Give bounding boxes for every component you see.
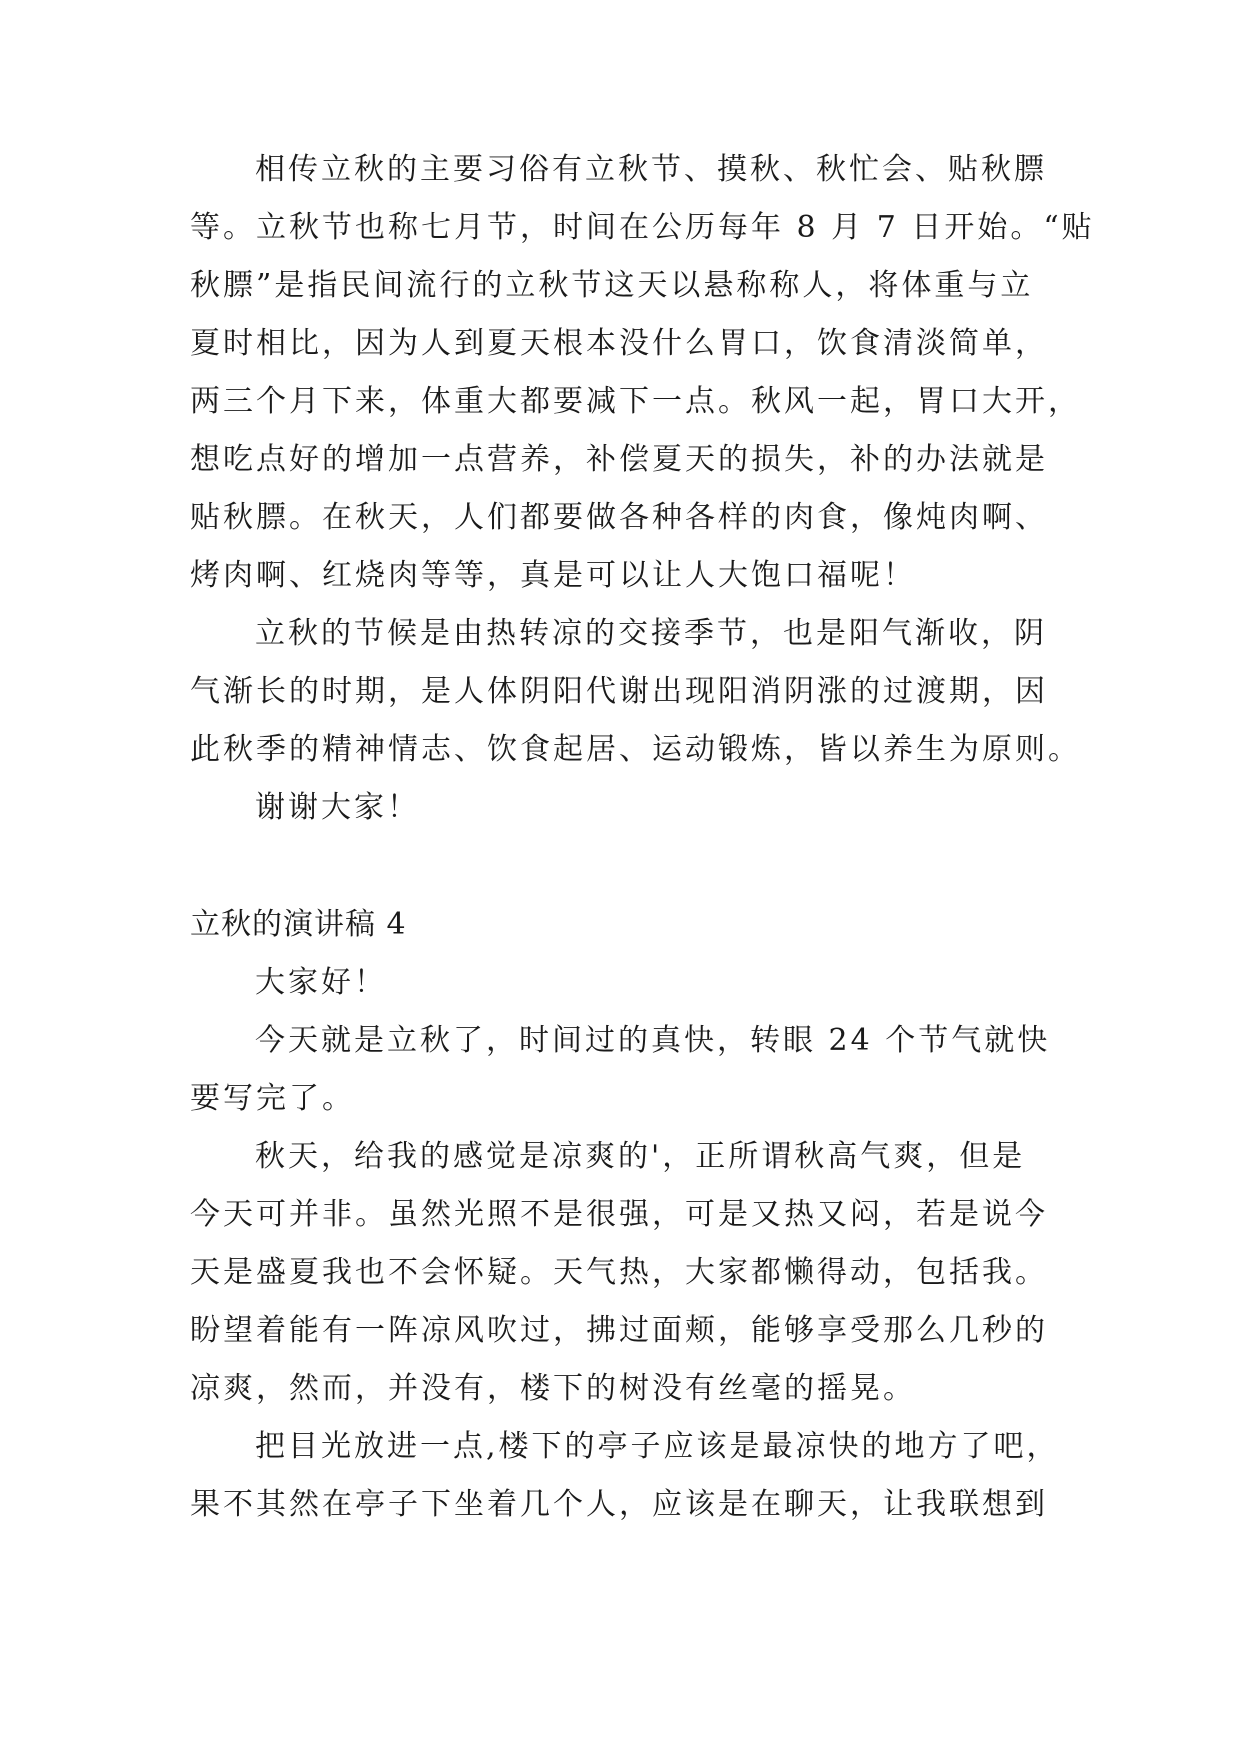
paragraph-line: 秋天，给我的感觉是凉爽的'，正所谓秋高气爽，但是: [255, 1139, 1026, 1174]
paragraph-line: 凉爽，然而，并没有，楼下的树没有丝毫的摇晃。: [190, 1371, 916, 1406]
paragraph-line: 贴秋膘。在秋天，人们都要做各种各样的肉食，像炖肉啊、: [190, 500, 1048, 535]
paragraph-line: 立秋的节候是由热转凉的交接季节，也是阳气渐收，阴: [255, 616, 1047, 651]
paragraph-line: 等。立秋节也称七月节，时间在公历每年 8 月 7 日开始。“贴: [190, 210, 1095, 245]
paragraph-line: 两三个月下来，体重大都要减下一点。秋风一起，胃口大开，: [190, 384, 1081, 419]
closing-line: 谢谢大家！: [255, 790, 420, 825]
paragraph-line: 相传立秋的主要习俗有立秋节、摸秋、秋忙会、贴秋膘: [255, 152, 1047, 187]
paragraph-line: 今天可并非。虽然光照不是很强，可是又热又闷，若是说今: [190, 1197, 1048, 1232]
paragraph-line: 今天就是立秋了，时间过的真快，转眼 24 个节气就快: [255, 1023, 1051, 1058]
paragraph-line: 要写完了。: [190, 1081, 355, 1116]
paragraph-line: 气渐长的时期，是人体阴阳代谢出现阳消阴涨的过渡期，因: [190, 674, 1048, 709]
paragraph-line: 夏时相比，因为人到夏天根本没什么胃口，饮食清淡简单，: [190, 326, 1048, 361]
paragraph-line: 天是盛夏我也不会怀疑。天气热，大家都懒得动，包括我。: [190, 1255, 1048, 1290]
paragraph-line: 想吃点好的增加一点营养，补偿夏天的损失，补的办法就是: [190, 442, 1048, 477]
paragraph-line: 果不其然在亭子下坐着几个人，应该是在聊天，让我联想到: [190, 1487, 1048, 1522]
paragraph-line: 此秋季的精神情志、饮食起居、运动锻炼，皆以养生为原则。: [190, 732, 1081, 767]
paragraph-line: 烤肉啊、红烧肉等等，真是可以让人大饱口福呢！: [190, 558, 916, 593]
greeting-line: 大家好！: [255, 965, 387, 1000]
paragraph-line: 秋膘”是指民间流行的立秋节这天以悬称称人，将体重与立: [190, 268, 1034, 303]
section-heading: 立秋的演讲稿 4: [190, 907, 407, 942]
paragraph-line: 把目光放进一点,楼下的亭子应该是最凉快的地方了吧，: [255, 1429, 1060, 1464]
paragraph-line: 盼望着能有一阵凉风吹过，拂过面颊，能够享受那么几秒的: [190, 1313, 1048, 1348]
